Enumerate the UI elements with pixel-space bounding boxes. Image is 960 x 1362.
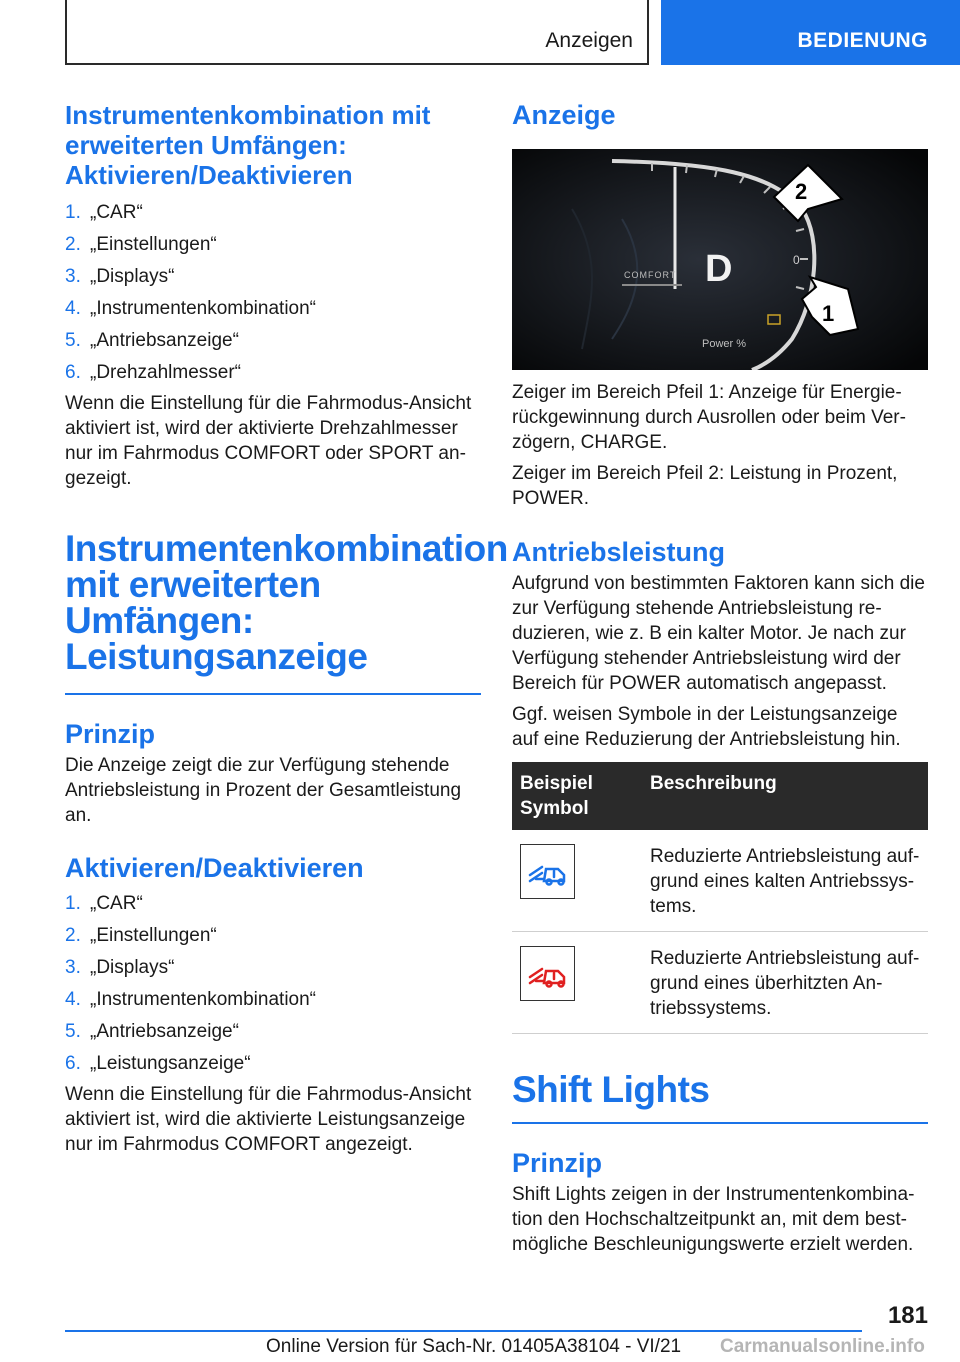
gear-indicator: D — [705, 248, 733, 290]
gauge-zero-label: 0 — [793, 253, 800, 267]
instrument-cluster-graphic — [512, 149, 928, 370]
table-header-row — [512, 762, 928, 830]
list-item: 5. „Antriebsanzeige“ — [65, 1021, 239, 1042]
table-row — [512, 932, 928, 1034]
paragraph-shift-lights: Shift Lights zeigen in der Instrumentenkombination den Hochschaltzeitpunkt an, mit dem bestmögliche Beschleunigungswerte erzielt werden. — [512, 1184, 915, 1255]
header-section-title: Anzeigen — [545, 29, 633, 52]
table-cell-description: Reduzierte Antriebsleistung aufgrund eines überhitzten Antriebssystems. — [642, 932, 928, 1034]
footer-text: Online Version für Sach-Nr. 01405A38104 - VI/21 — [266, 1336, 682, 1357]
list-item: 3. „Displays“ — [65, 266, 175, 287]
list-item: 2. „Einstellungen“ — [65, 234, 217, 255]
cold-drivetrain-icon — [520, 844, 575, 899]
heading-antriebsleistung: Antriebsleistung — [512, 537, 726, 567]
header-chapter-tab — [661, 0, 960, 65]
right-column — [512, 100, 928, 1257]
list-item: 1. „CAR“ — [65, 202, 143, 223]
drive-mode-label: COMFORT — [624, 270, 677, 280]
heading-anzeige: Anzeige — [512, 100, 616, 130]
symbol-table — [512, 762, 928, 1034]
paragraph-antrieb-1: Aufgrund von bestimmten Faktoren kann sich die zur Verfügung stehende Antriebsleistung reduzieren, wie z. B ein kalter Motor. Je nach zur Verfügung stehender Antriebsleistung wird der Bereich für POWER automatisch angepasst. — [512, 573, 925, 694]
header-chapter-title: BEDIENUNG — [797, 29, 928, 52]
page-number: 181 — [887, 1302, 928, 1329]
list-item: 6. „Leistungsanzeige“ — [65, 1053, 251, 1074]
section-rule — [65, 693, 481, 695]
footer-rule — [65, 1330, 862, 1332]
paragraph-arrow-1: Zeiger im Bereich Pfeil 1: Anzeige für Energierückgewinnung durch Ausrollen oder beim Verzögern, CHARGE. — [512, 382, 906, 453]
heading-activate: Aktivieren/Deaktivieren — [65, 853, 364, 883]
svg-text:1: 1 — [822, 301, 835, 326]
paragraph-prinzip: Die Anzeige zeigt die zur Verfügung stehende Antriebsleistung in Prozent der Gesamtleistung an. — [65, 755, 462, 826]
steps-list-2 — [65, 888, 481, 1080]
power-percent-label: Power % — [702, 338, 747, 350]
list-item: 4. „Instrumentenkombination“ — [65, 989, 316, 1010]
watermark: Carmanualsonline.info — [720, 1336, 925, 1357]
svg-text:2: 2 — [795, 179, 808, 204]
steps-list-1 — [65, 197, 481, 389]
heading-prinzip: Prinzip — [512, 1148, 603, 1178]
list-item: 1. „CAR“ — [65, 893, 143, 914]
paragraph-antrieb-2: Ggf. weisen Symbole in der Leistungsanzeige auf eine Reduzierung der Antriebsleistung hin. — [512, 704, 901, 750]
overheated-drivetrain-icon — [520, 946, 575, 1001]
heading-activate-extended: Instrumentenkombination mit erweiterten Umfängen: Aktivieren/Deaktivieren — [65, 100, 431, 190]
table-header-description: Beschreibung — [642, 762, 928, 830]
section-rule — [512, 1122, 928, 1124]
heading-power-display: Instrumentenkombination mit erweiterten Umfängen: Leistungsanzeige — [65, 528, 508, 677]
instrument-cluster-image — [512, 149, 928, 370]
heading-shift-lights: Shift Lights — [512, 1069, 710, 1110]
heading-prinzip: Prinzip — [65, 719, 156, 749]
paragraph-drive-mode-power: Wenn die Einstellung für die Fahrmodus-Ansicht aktiviert ist, wird die aktivierte Leistungsanzeige nur im Fahrmodus COMFORT angezeigt. — [65, 1084, 472, 1155]
list-item: 3. „Displays“ — [65, 957, 175, 978]
list-item: 2. „Einstellungen“ — [65, 925, 217, 946]
paragraph-drive-mode-tacho: Wenn die Einstellung für die Fahrmodus-Ansicht aktiviert ist, wird der aktivierte Drehzahlmesser nur im Fahrmodus COMFORT oder SPORT angezeigt. — [65, 393, 472, 489]
table-cell-description: Reduzierte Antriebsleistung aufgrund eines kalten Antriebssystems. — [642, 830, 928, 932]
table-row — [512, 830, 928, 932]
list-item: 6. „Drehzahlmesser“ — [65, 362, 241, 383]
list-item: 4. „Instrumentenkombination“ — [65, 298, 316, 319]
list-item: 5. „Antriebsanzeige“ — [65, 330, 239, 351]
paragraph-arrow-2: Zeiger im Bereich Pfeil 2: Leistung in Prozent, POWER. — [512, 463, 898, 509]
header-section-box — [65, 0, 649, 65]
table-header-symbol: Beispiel Symbol — [512, 762, 642, 830]
left-column — [65, 100, 508, 1157]
